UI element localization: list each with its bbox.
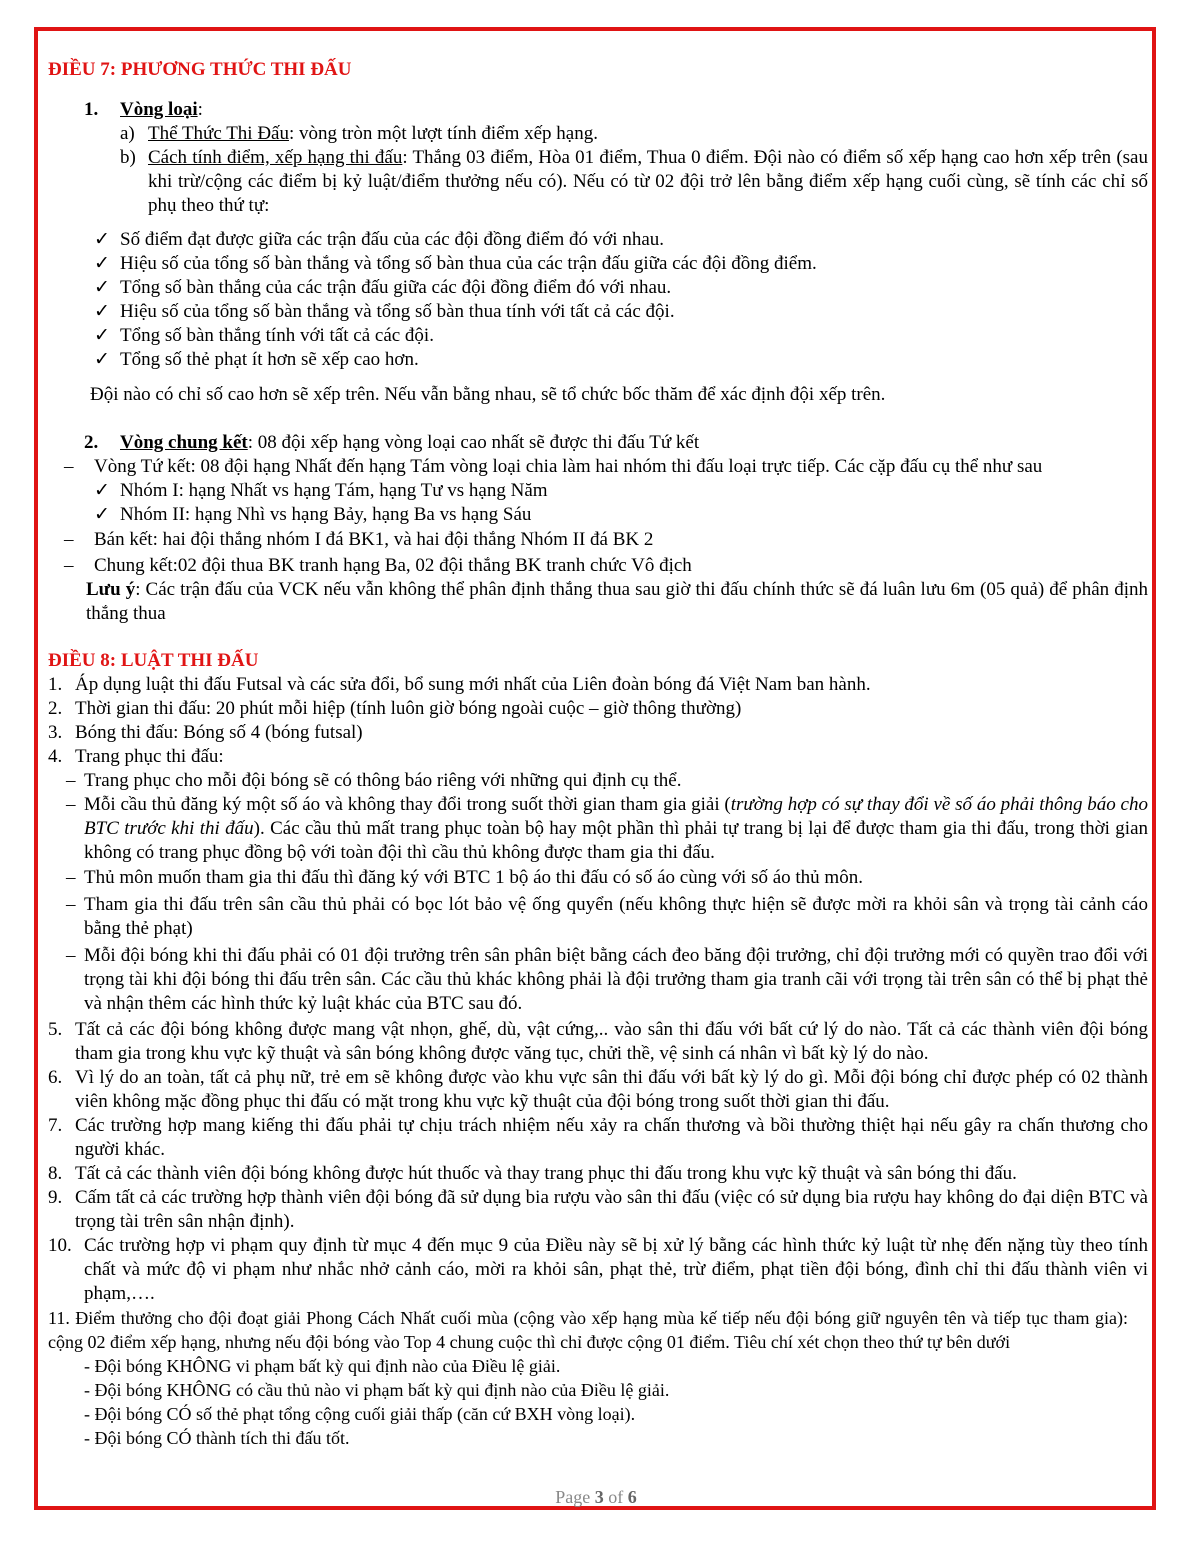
list-number: 8. [48, 1163, 63, 1184]
page-number: 3 [594, 1487, 604, 1507]
trangphuc-dash-2-rest: ). Các cầu thủ mất trang phục toàn bộ hay một phần thì phải tự trang bị lại để được tham gia thi đấu, trong thời gian không có trang phục đồng bộ với toàn đội thì cầu thủ không được tham gia thi đấu. [84, 818, 1148, 863]
trangphuc-dash-1-text: Trang phục cho mỗi đội bóng sẽ có thông báo riêng với những qui định cụ thể. [84, 770, 682, 791]
list-number: 6. [48, 1067, 63, 1088]
vongloai-title: Vòng loại [120, 99, 198, 120]
page-total: 6 [627, 1487, 637, 1507]
tiebreak-note: Đội nào có chỉ số cao hơn sẽ xếp trên. Nếu vẫn bằng nhau, sẽ tổ chức bốc thăm để xác định đội xếp trên. [90, 384, 886, 405]
dieu8-item-1-text: Áp dụng luật thi đấu Futsal và các sửa đổi, bổ sung mới nhất của Liên đoàn bóng đá Việt Nam ban hành. [75, 674, 871, 695]
the-thuc-text: : vòng tròn một lượt tính điểm xếp hạng. [288, 123, 598, 144]
chungket-row [48, 554, 1148, 578]
list-number: 7. [48, 1115, 63, 1136]
dieu8-item-8-text: Tất cả các thành viên đội bóng không được hút thuốc và thay trang phục thi đấu trong khu vực kỹ thuật và sân bóng thi đấu. [75, 1163, 1017, 1184]
trangphuc-dash-5-text: Mỗi đội bóng khi thi đấu phải có 01 đội trưởng trên sân phân biệt bằng cách đeo băng đội trưởng, chỉ đội trưởng mới có quyền trao đổi với trọng tài khi đội bóng thi đấu trên sân. Các cầu thủ khác không phải là đội trưởng tham gia tranh cãi với trọng tài trên sân có thể bị phạt thẻ và nhận thêm các hình thức kỷ luật khác của BTC sau đó. [84, 945, 1148, 1014]
page-word: Page [555, 1487, 591, 1507]
criteria-item: - Đội bóng KHÔNG có cầu thủ nào vi phạm bất kỳ qui định nào của Điều lệ giải. [84, 1380, 670, 1400]
list-marker: b) [120, 147, 136, 168]
trangphuc-dash-1 [48, 769, 1148, 793]
trangphuc-dash-2-italic: trường hợp có sự thay đổi về số áo phải thông báo cho BTC trước khi thi đấu [84, 794, 1148, 839]
dash-marker: – [64, 529, 74, 550]
list-number: 5. [48, 1019, 63, 1040]
list-number: 2. [48, 698, 63, 719]
trangphuc-dash-3-text: Thủ môn muốn tham gia thi đấu thì đăng ký với BTC 1 bộ áo thi đấu có số áo cùng với số áo thủ môn. [84, 867, 863, 888]
nhom2-text: Nhóm II: hạng Nhì vs hạng Bảy, hạng Ba vs hạng Sáu [120, 504, 532, 525]
trangphuc-dash-5 [48, 944, 1148, 1016]
vongchungket-title: Vòng chung kết [120, 432, 248, 453]
chungket-text: Chung kết:02 đội thua BK tranh hạng Ba, 02 đội thắng BK tranh chức Vô địch [94, 555, 692, 576]
list-number: 10. [48, 1235, 72, 1256]
page-footer [0, 1487, 1192, 1508]
check-icon: ✓ [94, 349, 110, 370]
phong-cach-criteria [48, 1354, 1148, 1450]
vongchungket-title-row [48, 431, 1148, 455]
trangphuc-dash-2-text: Mỗi cầu thủ đăng ký một số áo và không thay đổi trong suốt thời gian tham gia giải ( [84, 794, 731, 815]
dieu8-item-7-text: Các trường hợp mang kiếng thi đấu phải tự chịu trách nhiệm nếu xảy ra chấn thương và bồi thường thiệt hại nếu gây ra chấn thương cho người khác. [75, 1115, 1148, 1160]
list-number: 3. [48, 722, 63, 743]
luuy-text: : Các trận đấu của VCK nếu vẫn không thể phân định thắng thua sau giờ thi đấu chính thức sẽ đá luân lưu 6m (05 quả) để phân định thắng thua [86, 579, 1148, 624]
dieu8-item-9-text: Cấm tất cả các trường hợp thành viên đội bóng đã sử dụng bia rượu vào sân thi đấu (việc có sử dụng bia rượu hay không do đại diện BTC và trọng tài trên sân nhận định). [75, 1187, 1148, 1232]
tiebreak-item [48, 252, 1148, 276]
nhom1-text: Nhóm I: hạng Nhất vs hạng Tám, hạng Tư vs hạng Năm [120, 480, 548, 501]
tiebreak-checklist [48, 228, 1148, 372]
dieu8-item-3 [48, 721, 1148, 745]
dash-marker: – [66, 770, 76, 791]
tiebreak-item [48, 348, 1148, 372]
check-icon: ✓ [94, 480, 110, 501]
vongloai-title-row: 1. Vòng loại: [84, 99, 203, 120]
list-number: 9. [48, 1187, 63, 1208]
tiebreak-item [48, 300, 1148, 324]
dieu8-item-1 [48, 673, 1148, 697]
tiebreak-item-text: Hiệu số của tổng số bàn thắng và tổng số bàn thua tính với tất cả các đội. [120, 301, 675, 322]
banket-row [48, 528, 1148, 552]
tiebreak-item-text: Tổng số bàn thắng của các trận đấu giữa các đội đồng điểm đó với nhau. [120, 277, 672, 298]
list-number: 1. [84, 99, 99, 120]
dieu8-heading: ĐIỀU 8: LUẬT THI ĐẤU [48, 650, 259, 671]
nhom1-row [48, 479, 1148, 503]
dieu8-item-6-text: Vì lý do an toàn, tất cả phụ nữ, trẻ em sẽ không được vào khu vực sân thi đấu với bất kỳ lý do gì. Mỗi đội bóng chỉ được phép có 02 thành viên không mặc đồng phục thi đấu có mặt trong khu vực kỹ thuật của đội bóng trong suốt thời gian thi đấu. [75, 1067, 1148, 1112]
trangphuc-dash-4-text: Tham gia thi đấu trên sân cầu thủ phải có bọc lót bảo vệ ống quyển (nếu không thực hiện sẽ được mời ra khỏi sân và trọng tài cảnh cáo bằng thẻ phạt) [84, 894, 1148, 939]
dieu8-item-10-text: Các trường hợp vi phạm quy định từ mục 4 đến mục 9 của Điều này sẽ bị xử lý bằng các hình thức kỷ luật từ nhẹ đến nặng tùy theo tính chất và mức độ vi phạm như nhắc nhở cảnh cáo, mời ra khỏi sân, phạt thẻ, trừ điểm, phạt tiền đội bóng, đình chỉ thi đấu thành viên vi phạm,…. [84, 1235, 1148, 1304]
dieu8-item-5-text: Tất cả các đội bóng không được mang vật nhọn, ghế, dù, vật cứng,.. vào sân thi đấu với bất cứ lý do nào. Tất cả các thành viên đội bóng tham gia trong khu vực kỹ thuật và sân bóng không được văng tục, chửi thề, vệ sinh cá nhân vì bất kỳ lý do nào. [75, 1019, 1148, 1064]
tiebreak-item [48, 276, 1148, 300]
dieu8-item-4-text: Trang phục thi đấu: [75, 746, 224, 767]
trangphuc-dash-3 [48, 866, 1148, 890]
check-icon: ✓ [94, 277, 110, 298]
tiebreak-item [48, 228, 1148, 252]
dieu8-item-3-text: Bóng thi đấu: Bóng số 4 (bóng futsal) [75, 722, 363, 743]
dieu8-item-5 [48, 1018, 1148, 1066]
check-icon: ✓ [94, 325, 110, 346]
dieu8-item-6 [48, 1066, 1148, 1114]
trangphuc-dash-2 [48, 793, 1148, 865]
tuket-text: Vòng Tứ kết: 08 đội hạng Nhất đến hạng Tám vòng loại chia làm hai nhóm thi đấu loại trực tiếp. Các cặp đấu cụ thể như sau [94, 456, 1043, 477]
dieu8-item-8 [48, 1162, 1148, 1186]
dieu8-item-4 [48, 745, 1148, 769]
dieu8-item-2 [48, 697, 1148, 721]
check-icon: ✓ [94, 301, 110, 322]
of-word: of [608, 1487, 624, 1507]
list-number: 1. [48, 674, 63, 695]
vongchungket-text: : 08 đội xếp hạng vòng loại cao nhất sẽ được thi đấu Tứ kết [247, 432, 700, 453]
cach-tinh-diem-text: : Thắng 03 điểm, Hòa 01 điểm, Thua 0 điểm. Đội nào có điểm số xếp hạng cao hơn xếp trên (sau khi trừ/cộng các điểm bị kỷ luật/điểm thưởng nếu có). Nếu có từ 02 đội trở lên bằng điểm xếp hạng cuối cùng, sẽ tính các chỉ số phụ theo thứ tự: [148, 147, 1148, 216]
criteria-item: - Đội bóng CÓ thành tích thi đấu tốt. [84, 1428, 350, 1448]
dieu8-item-7 [48, 1114, 1148, 1162]
luuy-label: Lưu ý [86, 579, 136, 600]
check-icon: ✓ [94, 253, 110, 274]
nhom2-row [48, 503, 1148, 527]
dash-marker: – [64, 555, 74, 576]
dieu8-item-11: 11. Điểm thưởng cho đội đoạt giải Phong Cách Nhất cuối mùa (cộng vào xếp hạng mùa kế tiếp nếu đội bóng giữ nguyên tên và tiếp tục tham gia): cộng 02 điểm xếp hạng, nhưng nếu đội bóng vào Top 4 chung cuộc thì chỉ được cộng 01 điểm. Tiêu chí xét chọn theo thứ tự bên dưới [48, 1308, 1128, 1352]
dash-marker: – [66, 867, 76, 888]
tiebreak-item-text: Số điểm đạt được giữa các trận đấu của các đội đồng điểm đó với nhau. [120, 229, 665, 250]
document-body [48, 58, 1148, 1450]
tiebreak-item-text: Tổng số bàn thắng tính với tất cả các đội. [120, 325, 434, 346]
dash-marker: – [66, 894, 76, 915]
vongloai-item-b [48, 146, 1148, 218]
dash-marker: – [64, 456, 74, 477]
tiebreak-item-text: Hiệu số của tổng số bàn thắng và tổng số bàn thua của các trận đấu giữa các đội đồng điểm. [120, 253, 817, 274]
dieu8-item-9 [48, 1186, 1148, 1234]
dieu8-item-10 [48, 1234, 1148, 1306]
the-thuc-label: Thể Thức Thi Đấu [148, 123, 289, 144]
cach-tinh-diem-label: Cách tính điểm, xếp hạng thi đấu [148, 147, 403, 168]
dash-marker: – [66, 794, 76, 815]
dash-marker: – [66, 945, 76, 966]
tiebreak-item [48, 324, 1148, 348]
list-marker: a) [120, 123, 135, 144]
dieu8-item-2-text: Thời gian thi đấu: 20 phút mỗi hiệp (tính luôn giờ bóng ngoài cuộc – giờ thông thường) [75, 698, 742, 719]
luuy-note [48, 578, 1148, 626]
check-icon: ✓ [94, 504, 110, 525]
dieu7-heading: ĐIỀU 7: PHƯƠNG THỨC THI ĐẤU [48, 59, 352, 80]
banket-text: Bán kết: hai đội thắng nhóm I đá BK1, và hai đội thắng Nhóm II đá BK 2 [94, 529, 654, 550]
tiebreak-item-text: Tổng số thẻ phạt ít hơn sẽ xếp cao hơn. [120, 349, 419, 370]
vongloai-item-a [48, 122, 1148, 146]
list-number: 4. [48, 746, 63, 767]
check-icon: ✓ [94, 229, 110, 250]
criteria-item: - Đội bóng CÓ số thẻ phạt tổng cộng cuối giải thấp (căn cứ BXH vòng loại). [84, 1404, 636, 1424]
criteria-item: - Đội bóng KHÔNG vi phạm bất kỳ qui định nào của Điều lệ giải. [84, 1356, 561, 1376]
list-number: 2. [84, 432, 99, 453]
tuket-row [48, 455, 1148, 479]
trangphuc-dash-4 [48, 893, 1148, 941]
